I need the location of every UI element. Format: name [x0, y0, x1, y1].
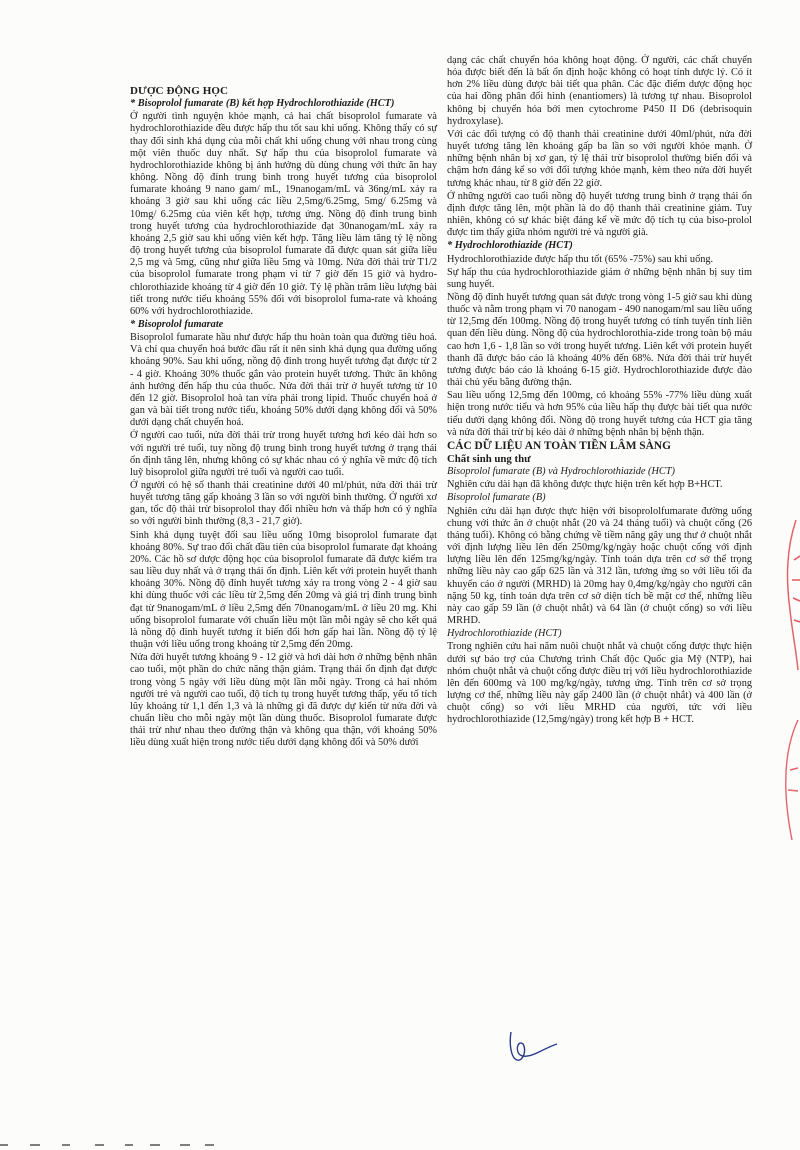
- paragraph: Nồng độ đỉnh huyết tương quan sát được trong vòng 1-5 giờ sau khi dùng thuốc và nằm trong phạm vi 70 nanogam - 490 nanogam/ml sau liều uống từ 12,5mg đến 100mg. Nồng độ trong huyết tương có tính tuyến tính liên quan đến liều dùng. Nồng độ của hydrochlorothia-zide trong toàn bộ máu cao hơn 1,6 - 1,8 lần so với trong huyết tương. Liên kết với protein huyết thanh đã được báo cáo là khoảng 40% đến 68%. Nửa đời thải trừ huyết tương được báo cáo là khoảng 6-15 giờ. Hydrochlorothiazide được đào thải chủ yếu bằng đường thận.: [447, 291, 752, 389]
- italic-label-hct: Hydrochlorothiazide (HCT): [447, 628, 562, 640]
- signature-mark: [505, 1024, 565, 1069]
- subheading-bisoprolol: * Bisoprolol fumarate: [130, 318, 224, 330]
- italic-label-bisoprolol: Bisoprolol fumarate (B): [447, 492, 546, 504]
- paragraph: Với các đối tượng có độ thanh thải creatinine dưới 40ml/phút, nửa đời huyết tương tăng lên khoảng gấp ba lần so với người khỏe mạnh. Ở những bệnh nhân bị xơ gan, tỷ lệ thải trừ bisoprolol thường biến đổi và chậm hơn đáng kể so với đối tượng khỏe mạnh, kèm theo nửa đời huyết tương khác nhau, từ 8 giờ đến 22 giờ.: [447, 128, 752, 189]
- paragraph: Sau liều uống 12,5mg đến 100mg, có khoảng 55% -77% liều dùng xuất hiện trong nước tiểu và hơn 95% của liều hấp thụ được bài tiết qua nước tiểu dưới dạng không đổi. Nồng độ trong huyết tương của HCT gia tăng và nửa đời thải trừ bị kéo dài ở những bệnh nhân bị bệnh thận.: [447, 390, 752, 438]
- red-stamp-edge-lower: [762, 720, 800, 840]
- paragraph: Ở người có hệ số thanh thải creatinine dưới 40 ml/phút, nửa đời thải trừ huyết tương tăng gấp khoảng 3 lần so với người bình thường. Ở người xơ gan, tốc độ thải trừ bisoprolol thay đổi nhiều hơn và thấp hơn có ý nghĩa so với người bình thường (8,3 - 21,7 giờ).: [130, 480, 437, 528]
- red-stamp-edge: [772, 520, 800, 670]
- subheading-combination: * Bisoprolol fumarate (B) kết hợp Hydrochlorothiazide (HCT): [130, 98, 395, 110]
- subheading-carcinogenicity: Chất sinh ung thư: [447, 453, 531, 465]
- paragraph: Ở những người cao tuổi nồng độ huyết tương trung bình ở trạng thái ổn định được tăng lên, một phần là do độ thanh thải creatinine giảm. Tuy nhiên, không có sự khác biệt đáng kể về mức độ tích tụ của biso-prolol được tìm thấy giữa nhóm người trẻ và người già.: [447, 190, 752, 239]
- paragraph: Nghiên cứu dài hạn đã không được thực hiện trên kết hợp B+HCT.: [447, 479, 723, 491]
- paragraph: Sự hấp thu của hydrochlorothiazide giảm ở những bệnh nhân bị suy tim sung huyết.: [447, 266, 752, 290]
- paragraph: Bisoprolol fumarate hầu như được hấp thu hoàn toàn qua đường tiêu hoá. Và chỉ qua chuyển hoá bước đầu rất ít nên sinh khả dụng qua đường uống khoảng 90%. Sau khi uống, nồng độ đỉnh trong huyết tương đạt được từ 2 - 4 giờ. Khoảng 30% thuốc gắn vào protein huyết tương. Thức ăn không ảnh hưởng đến hấp thu của thuốc. Nửa đời thải trừ ở huyết tương từ 10 đến 12 giờ. Bisoprolol hoà tan vừa phải trong lipid. Thuốc chuyển hoá ở gan và bài tiết trong nước tiểu, khoảng 50% dưới dạng không đổi và 50% dưới dạng chất chuyển hoá.: [130, 332, 437, 429]
- paragraph: Ở người cao tuổi, nửa đời thải trừ trong huyết tương hơi kéo dài hơn so với người trẻ tuổi, tuy nồng độ trung bình trong huyết tương ở trạng thái ổn định tăng lên, nhưng không có sự khác nhau có ý nghĩa về mức độ tích luỹ bisoprolol giữa người trẻ tuổi và người cao tuổi.: [130, 430, 437, 478]
- section-title-pharmacokinetics: DƯỢC ĐỘNG HỌC: [130, 85, 229, 97]
- paragraph: Hydrochlorothiazide được hấp thu tốt (65% -75%) sau khi uống.: [447, 253, 714, 265]
- paragraph: Nửa đời huyết tương khoảng 9 - 12 giờ và hơi dài hơn ở những bệnh nhân cao tuổi, một phần do chức năng thận giảm. Trạng thái ổn định đạt được trong vòng 5 ngày với liều dùng một lần mỗi ngày. Trong cả hai nhóm người trẻ và người cao tuổi, độ tích tụ trong huyết tương thấp, yếu tố tích lũy khoảng từ 1,1 đến 1,3 và là những gì đã được dự kiến từ nửa đời và chuẩn liều cho mỗi ngày một lần dùng thuốc. Bisoprolol fumarate được thải trừ như nhau theo đường thận và không qua thận, với khoảng 50% liều dùng xuất hiện trong nước tiểu dưới dạng không đổi và 50% dưới: [130, 652, 437, 749]
- paragraph: Ở người tình nguyện khỏe mạnh, cả hai chất bisoprolol fumarate và hydrochlorothiazide đều được hấp thu tốt sau khi uống. Không thấy có sự thay đổi sinh khả dụng của mỗi chất khi uống chung với nhau trong cùng một viên thuốc duy nhất. Sự hấp thu của bisoprolol fumarate và hydrochlorothiazide không bị ảnh hưởng dù dùng chung với thức ăn hay không. Nồng độ đỉnh trung bình trong huyết tương của bisoprolol fumarate khoảng 9 nano gam/ mL, 19nanogam/mL và 36ng/mL xảy ra khoảng 3 giờ sau khi uống các liều 2,5mg/6.25mg, 5mg/ 6.25mg và 10mg/ 6.25mg của viên kết hợp, tương ứng. Nồng độ đỉnh trung bình trong huyết tương của hydrochlorothiazide đạt 30nanogam/mL xảy ra khoảng 2,5 giờ sau khi uống viên kết hợp. Tăng liều làm tăng tỷ lệ nồng độ trong huyết tương của bisoprolol fumarate đã được quan sát giữa liều 2,5 mg và 5mg, cũng như giữa liều 5mg và 10mg. Nửa đời thải trừ T1/2 của bisoprolol fumarate trong phạm vi từ 7 giờ đến 15 giờ và hydro-chlorothiazide khoảng từ 4 giờ đến 10 giờ. Tỷ lệ phần trăm liều lượng bài tiết trong nước tiểu khoảng 55% đối với bisoprolol fuma-rate và khoảng 60% với hydrochlorothiazide.: [130, 111, 437, 317]
- paragraph: Sinh khả dụng tuyệt đối sau liều uống 10mg bisoprolol fumarate đạt khoảng 80%. Sự trao đổi chất đầu tiên của bisoprolol fumarate đạt khoảng 20%. Các hồ sơ dược động học của bisoprolol fumarate đã được kiểm tra sau liều duy nhất và ở trạng thái ổn định. Liên kết với protein huyết thanh khoảng 30%. Nồng độ đỉnh huyết tương xảy ra trong vòng 2 - 4 giờ sau khi dùng thuốc với các liều từ 2,5mg đến 20mg và giá trị đỉnh trung bình đạt từ 9nanogam/mL ở liều 2,5mg đến 70nanogam/mL ở liều 20 mg. Khi uống bisoprolol fumarate với chuẩn liều một lần mỗi ngày sẽ cho kết quả là nồng độ đỉnh huyết tương ít biến đổi hơn gấp hai lần. Nồng độ tỷ lệ thuận với liều uống trong khoảng từ 2,5mg đến 20mg.: [130, 529, 437, 651]
- subheading-hct: * Hydrochlorothiazide (HCT): [447, 240, 573, 252]
- italic-label-combination: Bisoprolol fumarate (B) và Hydrochlorothiazide (HCT): [447, 466, 675, 478]
- paragraph: dạng các chất chuyển hóa không hoạt động. Ở người, các chất chuyển hóa được biết đến là bất ổn định hoặc không có hoạt tính dược lý. Có ít hơn 2% liều dùng được bài tiết qua phân. Các đặc điểm dược động học của hai đồng phân đối hình (enantiomers) là tương tự nhau. Bisoprolol không bị chuyển hóa bởi men cytochrome P450 II D6 (debrisoquin hydroxylase).: [447, 55, 752, 127]
- paragraph: Nghiên cứu dài hạn được thực hiện với bisoprololfumarate đường uống chung với thức ăn ở chuột nhắt (20 và 24 tháng tuổi) và chuột cống (26 tháng tuổi). Không có bằng chứng về tiềm năng gây ung thư ở chuột nhắt với định lượng liều lên đến 250mg/kg/ngày hoặc chuột cống với định lượng liều lên đến 125mg/kg/ngày. Tính toán dựa trên cơ sở thể trọng những liều này cao gấp 625 lần và 312 lần, tương ứng so với liều tối đa khuyến cáo ở người (MRHD) là 20mg hay 0,4mg/kg/ngày cho người cân nặng 50 kg, tính toán dựa trên cơ sở diện tích bề mặt cơ thể, những liều này cao gấp 59 lần (ở chuột nhắt) và 64 lần (ở chuột cống) so với liều MRHD.: [447, 505, 752, 627]
- section-title-preclinical-safety: CÁC DỮ LIỆU AN TOÀN TIỀN LÂM SÀNG: [447, 439, 671, 452]
- left-column: [130, 85, 437, 750]
- right-column: [447, 55, 752, 727]
- paragraph: Trong nghiên cứu hai năm nuôi chuột nhắt và chuột cống được thực hiện dưới sự bảo trợ của Chương trình Chất độc Quốc gia Mỹ (NTP), hai nhóm chuột nhắt và chuột cống được điều trị với liều hydrochlorothiazide lên đến 600mg và 100 mg/kg/ngày, tương ứng. Tính trên cơ sở trọng lượng cơ thể, những liều này gấp 2400 lần (ở chuột nhắt) và 400 lần (ở chuột cống) so với liều MRHD của người, tức với liều hydrochlorothiazide (12,5mg/ngày) trong kết hợp B + HCT.: [447, 641, 752, 726]
- bottom-edge-marks: [0, 1140, 220, 1148]
